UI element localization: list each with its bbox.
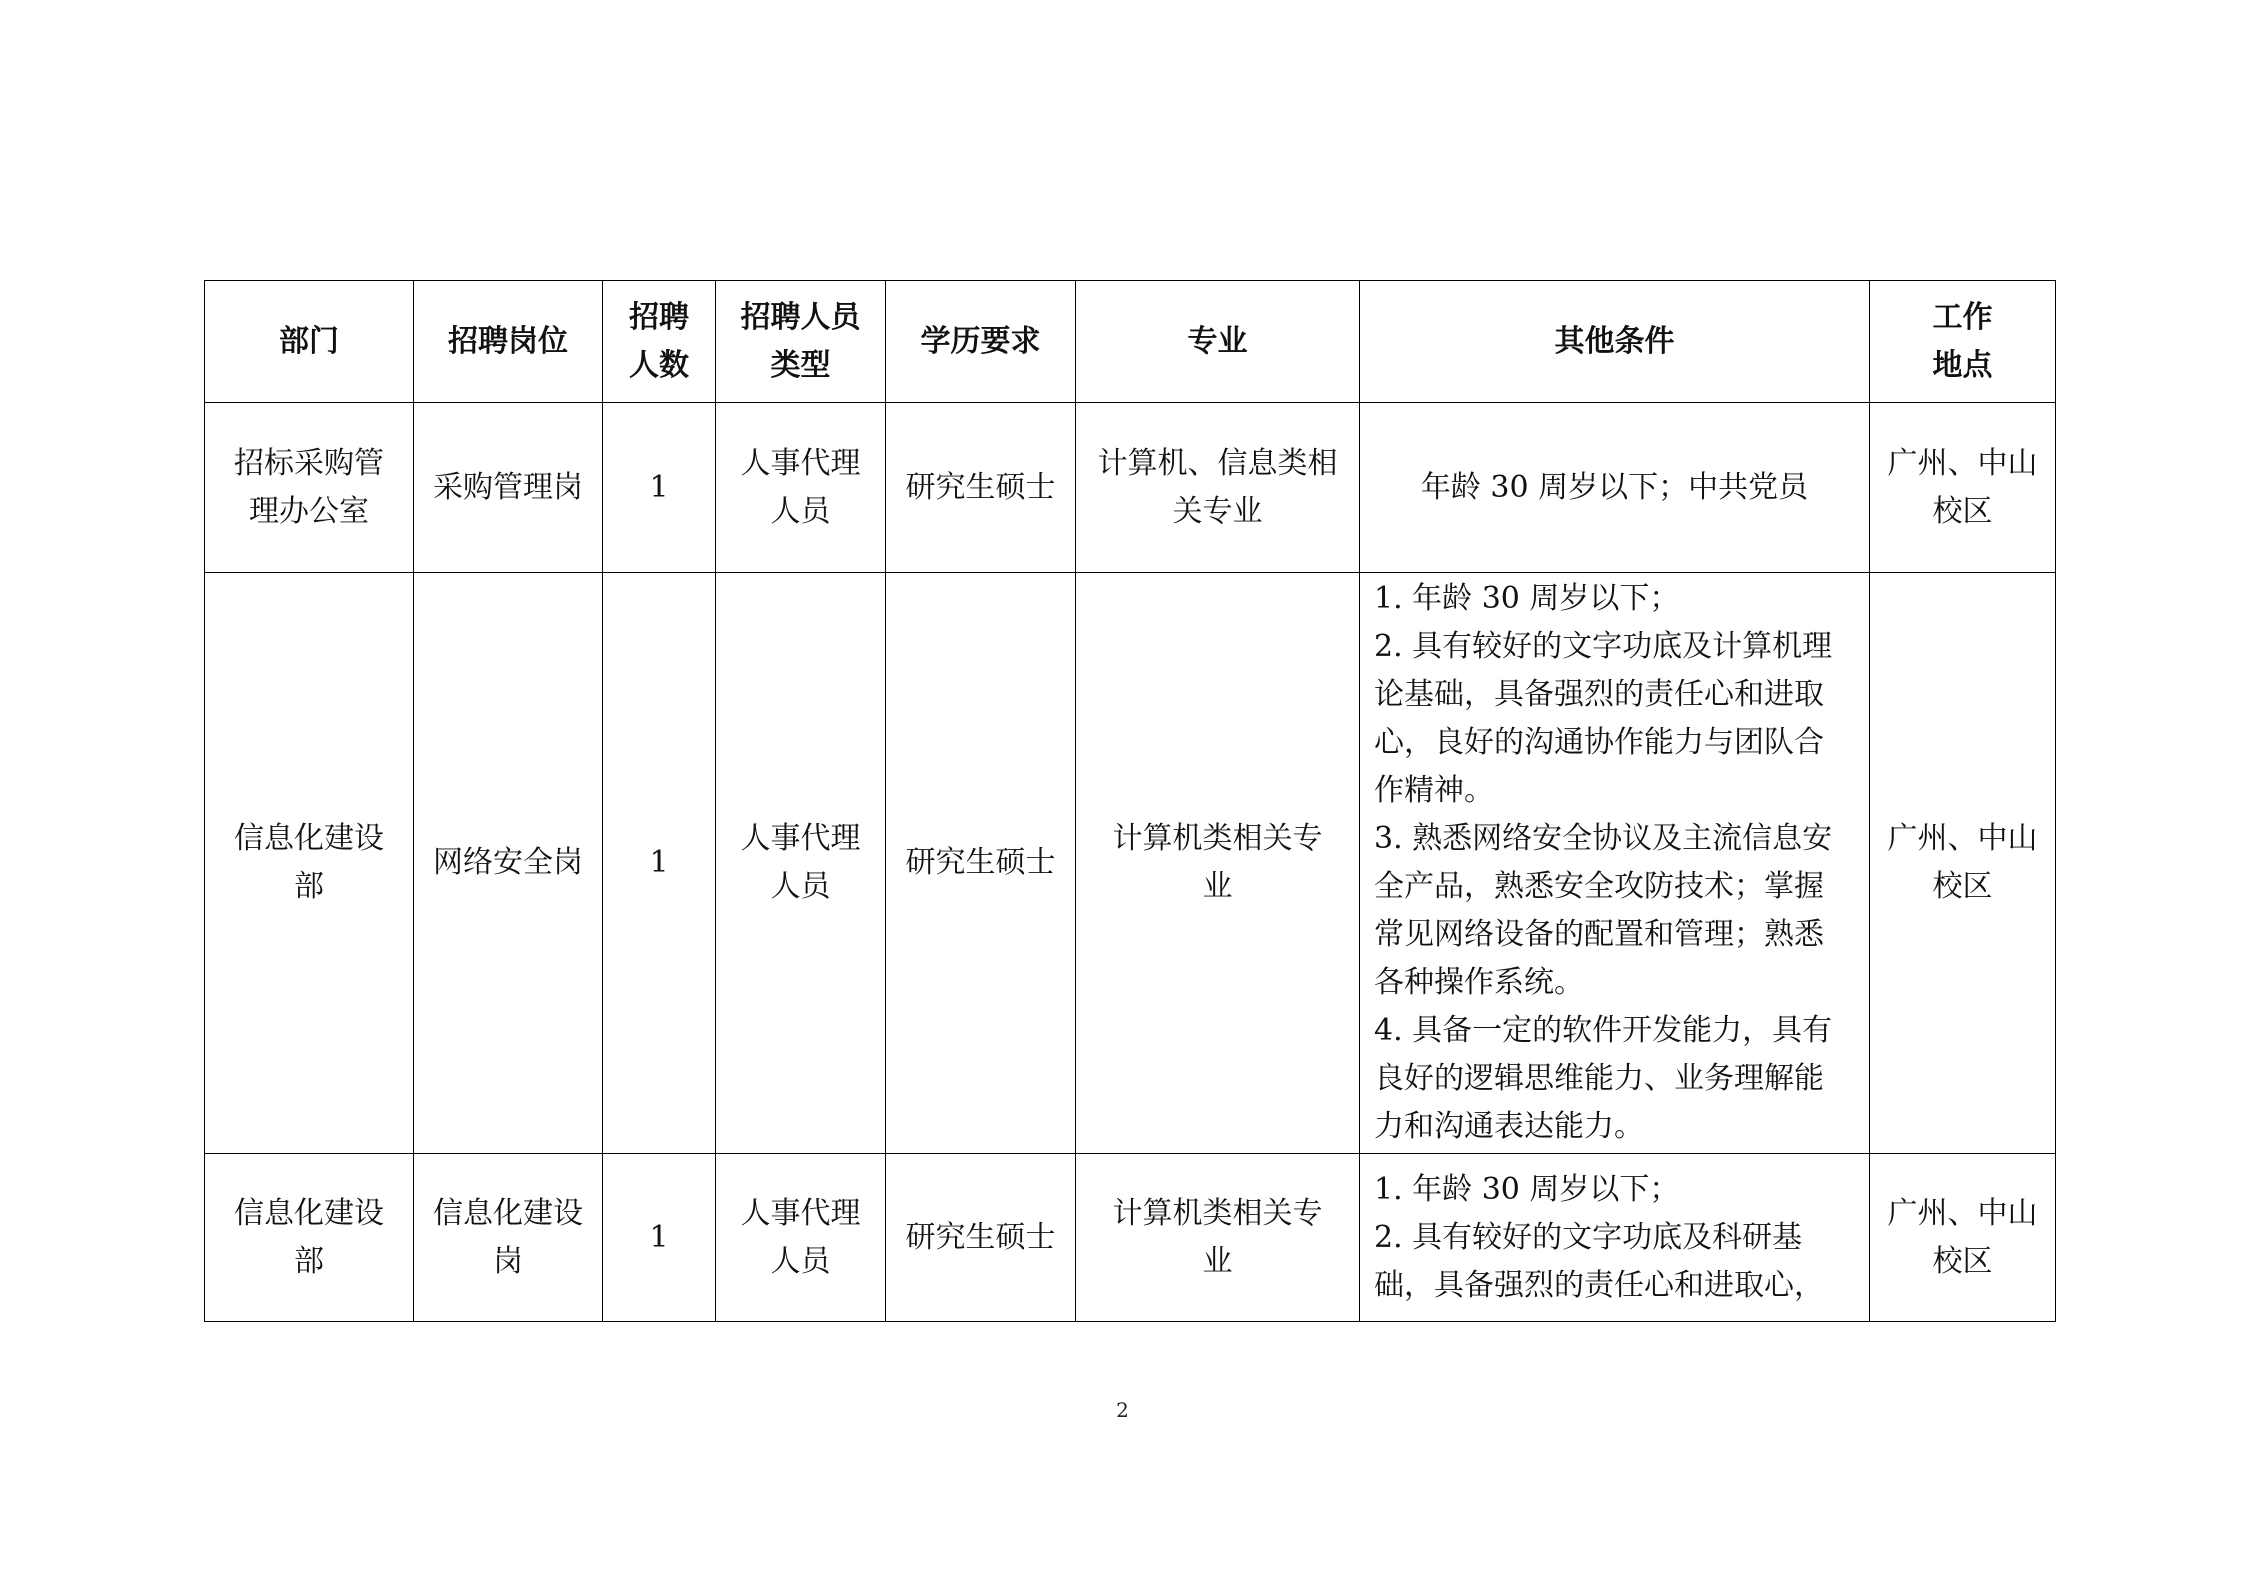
table-row [205, 573, 2056, 1154]
header-location: 工作 地点 [1870, 281, 2056, 403]
cell-count: 1 [603, 403, 716, 573]
header-other-conditions: 其他条件 [1360, 281, 1870, 403]
cell-count: 1 [603, 573, 716, 1154]
cell-position: 网络安全岗 [414, 573, 603, 1154]
cell-location: 广州、中山 校区 [1870, 403, 2056, 573]
cell-department: 信息化建设 部 [205, 1154, 414, 1322]
header-count: 招聘 人数 [603, 281, 716, 403]
cell-major: 计算机类相关专 业 [1076, 1154, 1360, 1322]
cell-location: 广州、中山 校区 [1870, 1154, 2056, 1322]
condition-line: 全产品，熟悉安全攻防技术；掌握 [1374, 869, 1824, 904]
condition-line: 2. 具有较好的文字功底及科研基 [1374, 1219, 1803, 1255]
cell-department: 信息化建设 部 [205, 573, 414, 1154]
table-row [205, 403, 2056, 573]
table-header-row [205, 281, 2056, 403]
recruitment-table [204, 280, 2056, 1322]
cell-education: 研究生硕士 [886, 1154, 1076, 1322]
condition-line: 各种操作系统。 [1374, 965, 1584, 1000]
condition-line: 1. 年龄 30 周岁以下； [1374, 581, 1680, 616]
header-department: 部门 [205, 281, 414, 403]
page-number: 2 [1116, 1398, 1129, 1422]
condition-line: 良好的逻辑思维能力、业务理解能 [1374, 1061, 1824, 1096]
header-position: 招聘岗位 [414, 281, 603, 403]
condition-line: 常见网络设备的配置和管理；熟悉 [1374, 917, 1824, 952]
condition-line: 心，良好的沟通协作能力与团队合 [1374, 725, 1824, 760]
header-major: 专业 [1076, 281, 1360, 403]
condition-line: 2. 具有较好的文字功底及计算机理 [1374, 629, 1833, 664]
condition-line: 1. 年龄 30 周岁以下； [1374, 1171, 1680, 1207]
cell-education: 研究生硕士 [886, 573, 1076, 1154]
condition-line: 作精神。 [1374, 773, 1494, 808]
cell-personnel-type: 人事代理 人员 [716, 1154, 886, 1322]
cell-other-conditions [1360, 573, 1870, 1154]
cell-other-conditions [1360, 1154, 1870, 1322]
cell-education: 研究生硕士 [886, 403, 1076, 573]
cell-count: 1 [603, 1154, 716, 1322]
cell-position: 采购管理岗 [414, 403, 603, 573]
cell-location: 广州、中山 校区 [1870, 573, 2056, 1154]
condition-line: 力和沟通表达能力。 [1374, 1109, 1644, 1144]
condition-line: 础，具备强烈的责任心和进取心， [1374, 1267, 1824, 1303]
cell-major: 计算机类相关专 业 [1076, 573, 1360, 1154]
cell-personnel-type: 人事代理 人员 [716, 573, 886, 1154]
condition-line: 3. 熟悉网络安全协议及主流信息安 [1374, 821, 1833, 856]
condition-line: 4. 具备一定的软件开发能力，具有 [1374, 1013, 1833, 1048]
cell-position: 信息化建设 岗 [414, 1154, 603, 1322]
header-personnel-type: 招聘人员 类型 [716, 281, 886, 403]
cell-department: 招标采购管 理办公室 [205, 403, 414, 573]
cell-major: 计算机、信息类相 关专业 [1076, 403, 1360, 573]
cell-personnel-type: 人事代理 人员 [716, 403, 886, 573]
header-education: 学历要求 [886, 281, 1076, 403]
cell-other-conditions: 年龄 30 周岁以下；中共党员 [1360, 403, 1870, 573]
condition-line: 论基础，具备强烈的责任心和进取 [1374, 677, 1824, 712]
table-row [205, 1154, 2056, 1322]
